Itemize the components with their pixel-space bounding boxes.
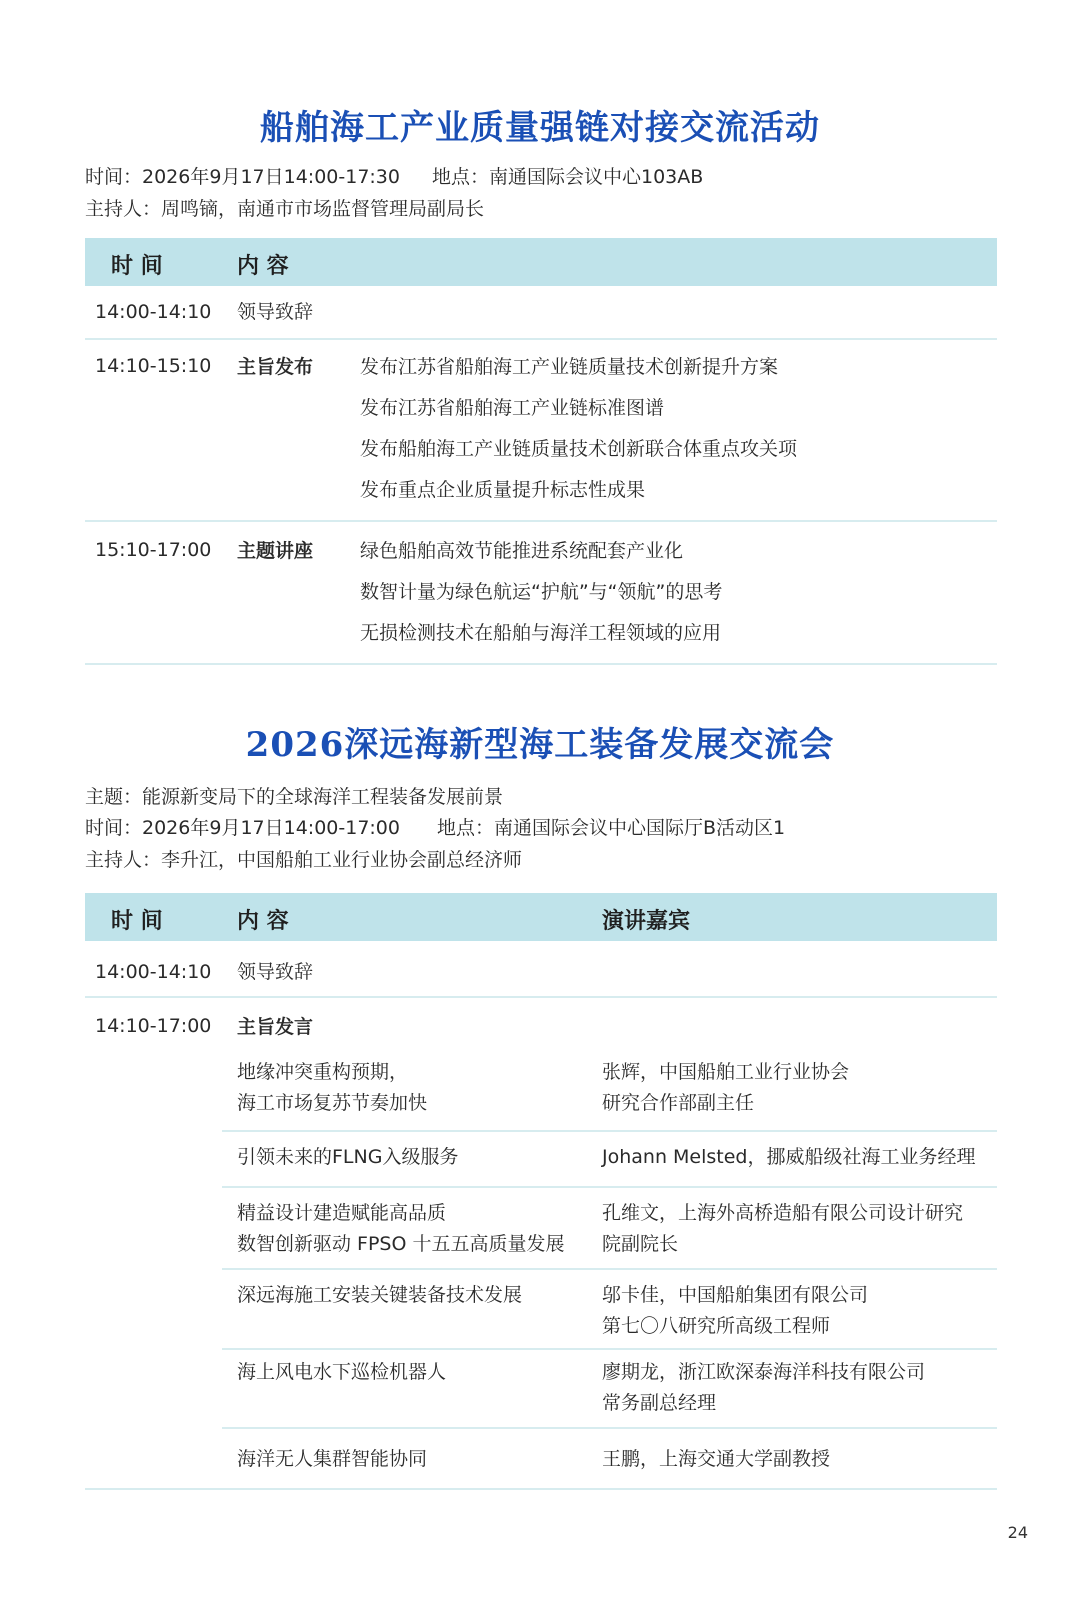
- s1-row1-content: 领导致辞: [237, 301, 314, 323]
- talk6-topic: 海洋无人集群智能协同: [237, 1448, 428, 1470]
- section1-time: 时间：2026年9月17日14:00-17:30: [85, 166, 400, 188]
- s1-row2-label: 主旨发布: [237, 356, 314, 378]
- s1-row2-item4: 发布重点企业质量提升标志性成果: [360, 479, 646, 501]
- section2-host: 主持人：李升江，中国船舶工业行业协会副总经济师: [85, 849, 523, 871]
- section1-location: 地点：南通国际会议中心103AB: [432, 166, 704, 188]
- section2-location: 地点：南通国际会议中心国际厅B活动区1: [437, 817, 786, 839]
- header-time: 时 间: [111, 909, 163, 934]
- s2-row2-label: 主旨发言: [237, 1016, 314, 1038]
- s2-row1-content: 领导致辞: [237, 961, 314, 983]
- s1-row3-item3: 无损检测技术在船舶与海洋工程领域的应用: [360, 622, 722, 644]
- talk3-topic-line2: 数智创新驱动 FPSO 十五五高质量发展: [237, 1233, 565, 1255]
- s1-row3-label: 主题讲座: [237, 540, 314, 562]
- divider: [222, 1130, 997, 1132]
- s1-row2-item2: 发布江苏省船舶海工产业链标准图谱: [360, 397, 665, 419]
- divider: [85, 1488, 997, 1490]
- header-speaker: 演讲嘉宾: [602, 909, 691, 934]
- talk5-speaker-line1: 廖期龙，浙江欧深泰海洋科技有限公司: [602, 1361, 926, 1383]
- s1-row2-item3: 发布船舶海工产业链质量技术创新联合体重点攻关项: [360, 438, 798, 460]
- s2-row2-time: 14:10-17:00: [95, 1015, 212, 1037]
- talk5-speaker-line2: 常务副总经理: [602, 1392, 717, 1414]
- s1-row3-item2: 数智计量为绿色航运“护航”与“领航”的思考: [360, 581, 723, 603]
- talk3-speaker-line1: 孔维文，上海外高桥造船有限公司设计研究: [602, 1202, 964, 1224]
- section1-title: 船舶海工产业质量强链对接交流活动: [260, 108, 820, 148]
- section2-title: 2026深远海新型海工装备发展交流会: [245, 725, 835, 765]
- s1-row2-item1: 发布江苏省船舶海工产业链质量技术创新提升方案: [360, 356, 779, 378]
- talk1-topic-line1: 地缘冲突重构预期，: [237, 1061, 409, 1083]
- divider: [85, 663, 997, 665]
- talk2-speaker: Johann Melsted，挪威船级社海工业务经理: [602, 1146, 976, 1168]
- header-content: 内 容: [237, 909, 289, 934]
- section2-table-header: [85, 893, 997, 941]
- divider: [85, 996, 997, 998]
- divider: [85, 520, 997, 522]
- talk4-topic: 深远海施工安装关键装备技术发展: [237, 1284, 523, 1306]
- s1-row1-time: 14:00-14:10: [95, 301, 212, 323]
- section2-theme: 主题：能源新变局下的全球海洋工程装备发展前景: [85, 786, 504, 808]
- talk4-speaker-line1: 邬卡佳，中国船舶集团有限公司: [602, 1284, 869, 1306]
- divider: [222, 1186, 997, 1188]
- header-content: 内 容: [237, 254, 289, 279]
- talk3-topic-line1: 精益设计建造赋能高品质: [237, 1202, 447, 1224]
- header-time: 时 间: [111, 254, 163, 279]
- talk1-speaker-line1: 张辉，中国船舶工业行业协会: [602, 1061, 850, 1083]
- talk5-topic: 海上风电水下巡检机器人: [237, 1361, 447, 1383]
- talk1-speaker-line2: 研究合作部副主任: [602, 1092, 755, 1114]
- page-number: 24: [1007, 1523, 1028, 1542]
- talk2-topic: 引领未来的FLNG入级服务: [237, 1146, 459, 1168]
- divider: [222, 1268, 997, 1270]
- section1-host: 主持人：周鸣镝，南通市市场监督管理局副局长: [85, 198, 485, 220]
- s2-row1-time: 14:00-14:10: [95, 961, 212, 983]
- talk4-speaker-line2: 第七〇八研究所高级工程师: [602, 1315, 831, 1337]
- talk3-speaker-line2: 院副院长: [602, 1233, 679, 1255]
- talk6-speaker: 王鹏，上海交通大学副教授: [602, 1448, 831, 1470]
- divider: [222, 1348, 997, 1350]
- talk1-topic-line2: 海工市场复苏节奏加快: [237, 1092, 428, 1114]
- s1-row3-item1: 绿色船舶高效节能推进系统配套产业化: [360, 540, 684, 562]
- section2-time: 时间：2026年9月17日14:00-17:00: [85, 817, 400, 839]
- s1-row3-time: 15:10-17:00: [95, 539, 212, 561]
- section1-table-header: [85, 238, 997, 286]
- divider: [222, 1427, 997, 1429]
- s1-row2-time: 14:10-15:10: [95, 355, 212, 377]
- divider: [85, 338, 997, 340]
